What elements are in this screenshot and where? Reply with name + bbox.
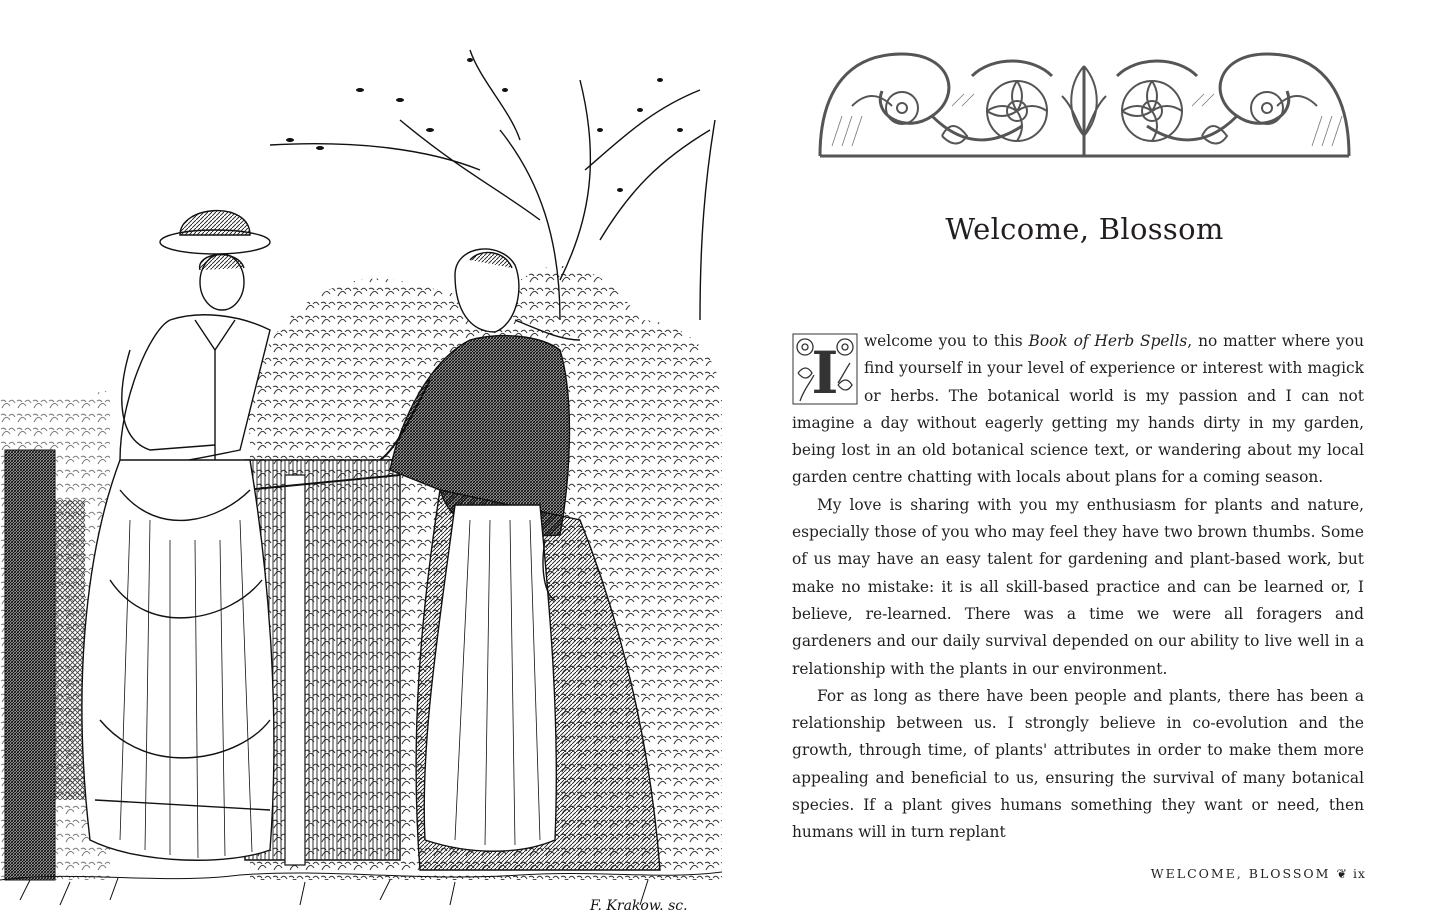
book-title-italic: Book of Herb Spells	[1028, 332, 1188, 350]
paragraph-1-start: welcome you to this	[864, 332, 1029, 350]
paragraph-1	[792, 328, 1364, 492]
chapter-title: Welcome, Blossom	[945, 212, 1224, 246]
body-text	[792, 328, 1364, 847]
engraving-illustration	[0, 20, 725, 922]
leaf-ornament-icon: ❦	[1336, 866, 1347, 881]
drop-cap-i-icon	[792, 333, 858, 405]
decorative-floral-header	[812, 46, 1357, 162]
page-number: ix	[1352, 866, 1366, 881]
running-footer	[1151, 866, 1366, 881]
engraver-signature: F. Krakow. sc.	[590, 898, 688, 914]
paragraph-3: For as long as there have been people and plants, there has been a relationship between us. I strongly believe in co-evolution and the growth, through time, of plants' attributes in order to make them more appealing and beneficial to us, ensuring the survival of many botanical species. If a plant gives humans something they want or need, then humans will in turn replant	[792, 686, 1364, 842]
svg-text:I: I	[811, 339, 839, 405]
paragraph-2: My love is sharing with you my enthusiasm for plants and nature, especially those of you who may feel they have two brown thumbs. Some of us may have an easy talent for gardening and plant-based work, but make no mistake: it is all skill-based practice and can be learned or, I believe, re-learned. There was a time we were all foragers and gardeners and our daily survival depended on our ability to live well in a relationship with the plants in our environment.	[792, 495, 1364, 678]
paragraph-1-end: , no matter where you find yourself in your level of experience or interest with magick or herbs. The botanical world is my passion and I can not imagine a day without eagerly getting my hands dirty in my garden, being lost in an old botanical science text, or wandering about my local garden centre chatting with locals about plans for a coming season.	[792, 332, 1365, 487]
running-head: WELCOME, BLOSSOM	[1150, 866, 1331, 881]
